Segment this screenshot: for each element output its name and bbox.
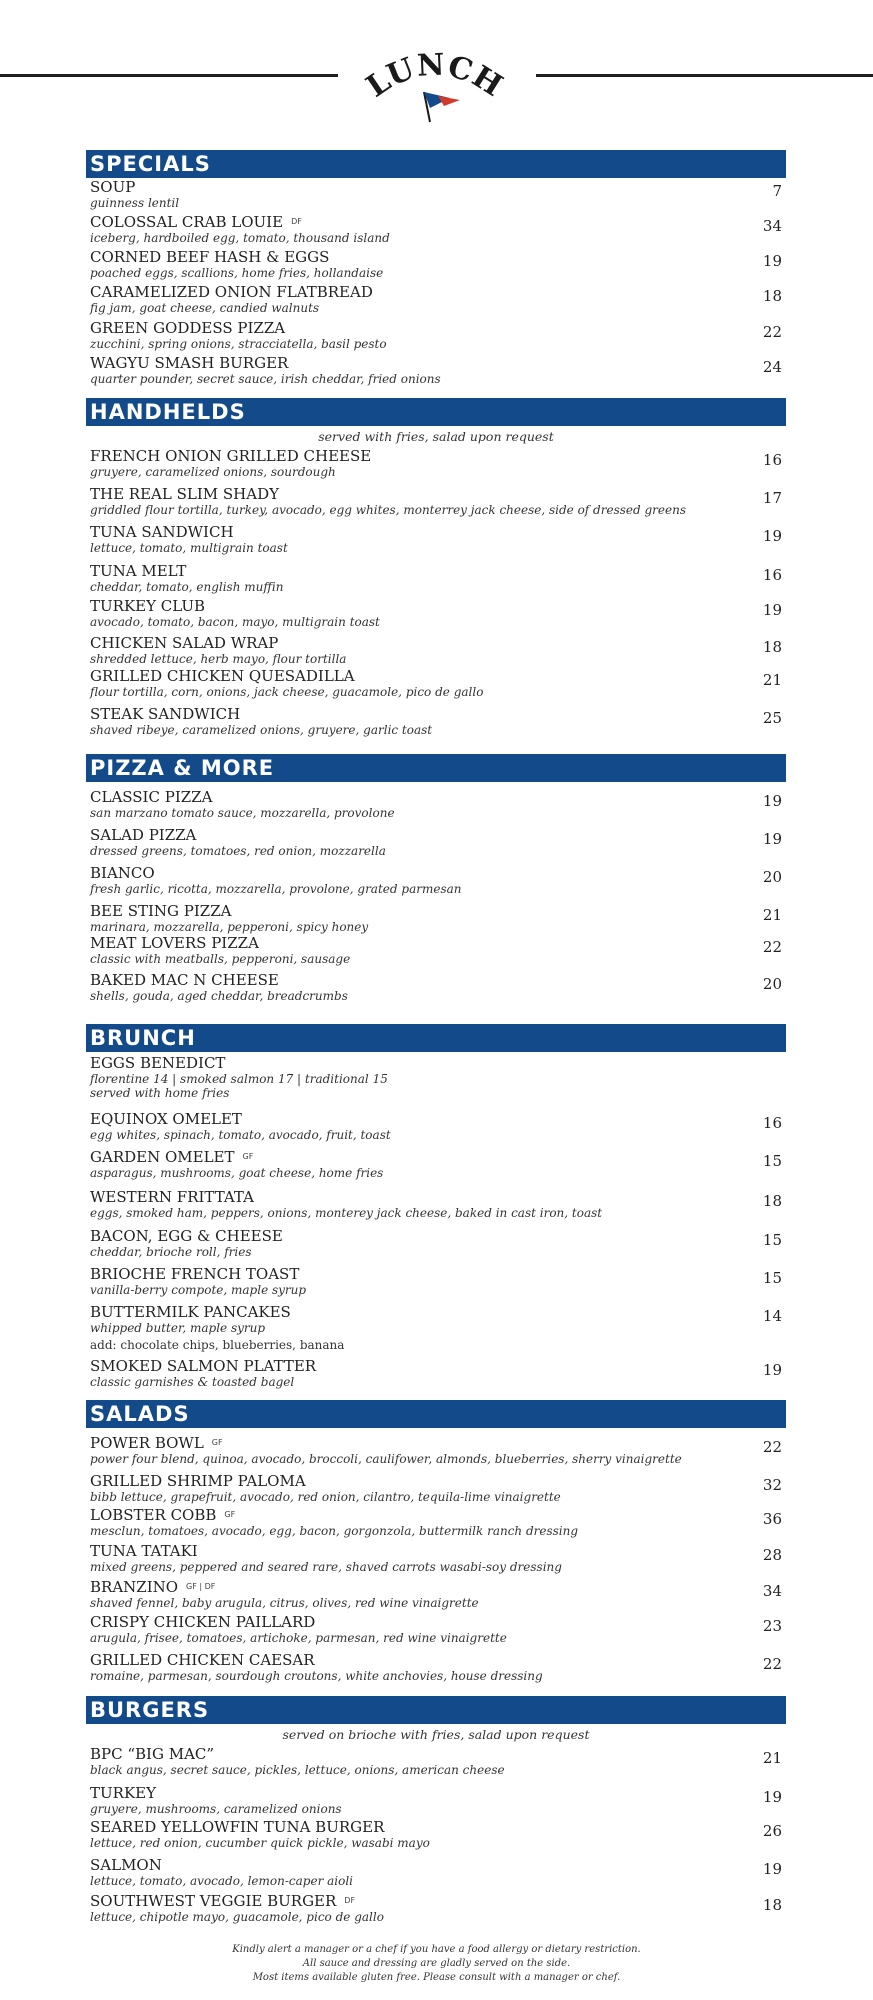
menu-item bbox=[86, 1856, 786, 1892]
menu-item bbox=[86, 1054, 786, 1110]
item-name: BEE STING PIZZA bbox=[90, 902, 232, 920]
section-title-brunch: BRUNCH bbox=[86, 1024, 786, 1052]
menu-item bbox=[86, 1357, 786, 1391]
menu-item bbox=[86, 1110, 786, 1148]
item-description: mixed greens, peppered and seared rare, shaved carrots wasabi-soy dressing bbox=[90, 1560, 562, 1574]
item-description: arugula, frisee, tomatoes, artichoke, parmesan, red wine vinaigrette bbox=[90, 1631, 507, 1645]
item-name: WESTERN FRITTATA bbox=[90, 1188, 254, 1206]
item-name: GARDEN OMELET bbox=[90, 1148, 235, 1166]
item-name-row bbox=[90, 248, 782, 266]
lunch-logo bbox=[360, 50, 510, 125]
item-name: CLASSIC PIZZA bbox=[90, 788, 213, 806]
price: 15 bbox=[762, 1231, 782, 1249]
item-name-row bbox=[90, 485, 782, 503]
price: 18 bbox=[762, 287, 782, 305]
item-name: EQUINOX OMELET bbox=[90, 1110, 242, 1128]
item-description: shaved ribeye, caramelized onions, gruyere, garlic toast bbox=[90, 723, 433, 737]
item-name: LOBSTER COBB bbox=[90, 1506, 217, 1524]
item-name-row bbox=[90, 213, 782, 231]
price: 23 bbox=[762, 1617, 782, 1635]
item-name: BPC “BIG MAC” bbox=[90, 1745, 215, 1763]
item-name: TURKEY CLUB bbox=[90, 597, 206, 615]
item-name-row bbox=[90, 1357, 782, 1375]
item-name-row bbox=[90, 1613, 782, 1631]
item-description: marinara, mozzarella, pepperoni, spicy honey bbox=[90, 920, 369, 934]
item-description: black angus, secret sauce, pickles, lettuce, onions, american cheese bbox=[90, 1763, 505, 1777]
section-title-handhelds: HANDHELDS bbox=[86, 398, 786, 426]
section-title-burgers: BURGERS bbox=[86, 1696, 786, 1724]
menu-item bbox=[86, 354, 786, 389]
item-name-row bbox=[90, 902, 782, 920]
item-description: iceberg, hardboiled egg, tomato, thousand island bbox=[90, 231, 390, 245]
menu-item bbox=[86, 1303, 786, 1357]
item-description: florentine 14 | smoked salmon 17 | traditional 15 bbox=[90, 1072, 388, 1086]
price: 20 bbox=[762, 975, 782, 993]
footer-line: Kindly alert a manager or a chef if you have a food allergy or dietary restriction. bbox=[232, 1944, 641, 1955]
specials-list bbox=[86, 178, 786, 389]
item-description: shaved fennel, baby arugula, citrus, olives, red wine vinaigrette bbox=[90, 1596, 479, 1610]
menu-item bbox=[86, 1188, 786, 1227]
price: 16 bbox=[762, 1114, 782, 1132]
item-description: griddled flour tortilla, turkey, avocado, egg whites, monterrey jack cheese, side of dressed greens bbox=[90, 503, 686, 517]
item-description: gruyere, mushrooms, caramelized onions bbox=[90, 1802, 342, 1816]
item-description: cheddar, brioche roll, fries bbox=[90, 1245, 252, 1259]
price: 16 bbox=[762, 566, 782, 584]
menu-item bbox=[86, 634, 786, 667]
menu-item bbox=[86, 1148, 786, 1188]
dietary-tag: DF bbox=[344, 1896, 356, 1905]
item-name: BAKED MAC N CHEESE bbox=[90, 971, 279, 989]
item-description: quarter pounder, secret sauce, irish cheddar, fried onions bbox=[90, 372, 441, 386]
section-pizza bbox=[86, 754, 786, 1007]
price: 24 bbox=[762, 358, 782, 376]
section-title-pizza: PIZZA & MORE bbox=[86, 754, 786, 782]
section-salads bbox=[86, 1400, 786, 1685]
header-rule-right bbox=[536, 74, 873, 77]
item-name: THE REAL SLIM SHADY bbox=[90, 485, 280, 503]
item-description: poached eggs, scallions, home fries, hollandaise bbox=[90, 266, 384, 280]
price: 20 bbox=[762, 868, 782, 886]
menu-item bbox=[86, 1613, 786, 1651]
price: 21 bbox=[762, 671, 782, 689]
item-description: mesclun, tomatoes, avocado, egg, bacon, gorgonzola, buttermilk ranch dressing bbox=[90, 1524, 579, 1538]
item-description: zucchini, spring onions, stracciatella, basil pesto bbox=[90, 337, 387, 351]
item-description: power four blend, quinoa, avocado, broccoli, caulifower, almonds, blueberries, sherry vinaigrette bbox=[90, 1452, 682, 1466]
item-name: GRILLED CHICKEN CAESAR bbox=[90, 1651, 315, 1669]
footer-line: Most items available gluten free. Please consult with a manager or chef. bbox=[252, 1972, 621, 1983]
menu-item bbox=[86, 213, 786, 248]
item-name-row bbox=[90, 934, 782, 952]
item-description: dressed greens, tomatoes, red onion, mozzarella bbox=[90, 844, 386, 858]
item-name-row bbox=[90, 1892, 782, 1910]
item-name: POWER BOWL bbox=[90, 1434, 204, 1452]
price: 21 bbox=[762, 1749, 782, 1767]
section-note: served on brioche with fries, salad upon request bbox=[282, 1727, 590, 1742]
price: 22 bbox=[762, 1438, 782, 1456]
item-name: GREEN GODDESS PIZZA bbox=[90, 319, 286, 337]
price: 19 bbox=[762, 792, 782, 810]
item-description: egg whites, spinach, tomato, avocado, fruit, toast bbox=[90, 1128, 391, 1142]
menu-header bbox=[0, 0, 873, 130]
price: 36 bbox=[762, 1510, 782, 1528]
item-description: cheddar, tomato, english muffin bbox=[90, 580, 284, 594]
item-name-row bbox=[90, 1303, 782, 1321]
item-name: GRILLED SHRIMP PALOMA bbox=[90, 1472, 306, 1490]
item-name-row bbox=[90, 1542, 782, 1560]
item-name-row bbox=[90, 1745, 782, 1763]
item-name-row bbox=[90, 597, 782, 615]
price: 32 bbox=[762, 1476, 782, 1494]
item-description: avocado, tomato, bacon, mayo, multigrain toast bbox=[90, 615, 380, 629]
price: 14 bbox=[762, 1307, 782, 1325]
price: 19 bbox=[762, 830, 782, 848]
item-name: BRANZINO bbox=[90, 1578, 179, 1596]
footer-line: All sauce and dressing are gladly served on the side. bbox=[302, 1958, 571, 1969]
menu-item bbox=[86, 1265, 786, 1303]
item-name-row bbox=[90, 1265, 782, 1283]
item-description: classic with meatballs, pepperoni, sausage bbox=[90, 952, 351, 966]
price: 34 bbox=[762, 1582, 782, 1600]
price: 19 bbox=[762, 252, 782, 270]
menu-item bbox=[86, 1651, 786, 1685]
item-description: vanilla-berry compote, maple syrup bbox=[90, 1283, 307, 1297]
menu-item bbox=[86, 178, 786, 213]
price: 28 bbox=[762, 1546, 782, 1564]
menu-item bbox=[86, 667, 786, 705]
price: 22 bbox=[762, 323, 782, 341]
item-description: shells, gouda, aged cheddar, breadcrumbs bbox=[90, 989, 348, 1003]
menu-item bbox=[86, 523, 786, 562]
item-name: TUNA MELT bbox=[90, 562, 187, 580]
item-description: guinness lentil bbox=[90, 196, 180, 210]
item-description: lettuce, red onion, cucumber quick pickle, wasabi mayo bbox=[90, 1836, 430, 1850]
item-description: whipped butter, maple syrup bbox=[90, 1321, 266, 1335]
item-description: classic garnishes & toasted bagel bbox=[90, 1375, 295, 1389]
price: 19 bbox=[762, 527, 782, 545]
item-name: CHICKEN SALAD WRAP bbox=[90, 634, 279, 652]
menu-item bbox=[86, 248, 786, 283]
item-name: SEARED YELLOWFIN TUNA BURGER bbox=[90, 1818, 385, 1836]
item-description: asparagus, mushrooms, goat cheese, home fries bbox=[90, 1166, 384, 1180]
menu-item bbox=[86, 447, 786, 485]
price: 19 bbox=[762, 1860, 782, 1878]
price: 7 bbox=[772, 182, 782, 200]
menu-item bbox=[86, 1892, 786, 1928]
item-name-row bbox=[90, 1110, 782, 1128]
price: 19 bbox=[762, 1361, 782, 1379]
item-description: served with home fries bbox=[90, 1086, 230, 1100]
price: 17 bbox=[762, 489, 782, 507]
item-name: TURKEY bbox=[90, 1784, 156, 1802]
item-name: CRISPY CHICKEN PAILLARD bbox=[90, 1613, 316, 1631]
salads-list bbox=[86, 1434, 786, 1685]
price: 21 bbox=[762, 906, 782, 924]
price: 34 bbox=[762, 217, 782, 235]
item-description: shredded lettuce, herb mayo, flour tortilla bbox=[90, 652, 347, 666]
section-title-salads: SALADS bbox=[86, 1400, 786, 1428]
menu-item bbox=[86, 1227, 786, 1265]
item-name-row bbox=[90, 447, 782, 465]
dietary-tag: GF | DF bbox=[186, 1582, 216, 1591]
item-name: CARAMELIZED ONION FLATBREAD bbox=[90, 283, 373, 301]
menu-item bbox=[86, 1745, 786, 1784]
item-name-row bbox=[90, 1472, 782, 1490]
item-name: SOUTHWEST VEGGIE BURGER bbox=[90, 1892, 337, 1910]
price: 22 bbox=[762, 1655, 782, 1673]
menu-item bbox=[86, 1434, 786, 1472]
section-burgers bbox=[86, 1696, 786, 1928]
item-name: FRENCH ONION GRILLED CHEESE bbox=[90, 447, 372, 465]
item-name: WAGYU SMASH BURGER bbox=[90, 354, 289, 372]
item-name-row bbox=[90, 1578, 782, 1596]
price: 18 bbox=[762, 1896, 782, 1914]
menu-item bbox=[86, 864, 786, 902]
menu-item bbox=[86, 485, 786, 523]
menu-item bbox=[86, 1818, 786, 1856]
menu-item bbox=[86, 1578, 786, 1613]
menu-item bbox=[86, 705, 786, 741]
item-name-row bbox=[90, 1818, 782, 1836]
item-name-row bbox=[90, 1856, 782, 1874]
item-description: fig jam, goat cheese, candied walnuts bbox=[90, 301, 320, 315]
item-name: CORNED BEEF HASH & EGGS bbox=[90, 248, 330, 266]
price: 19 bbox=[762, 601, 782, 619]
menu-item bbox=[86, 788, 786, 826]
menu-item bbox=[86, 597, 786, 634]
item-description: romaine, parmesan, sourdough croutons, white anchovies, house dressing bbox=[90, 1669, 543, 1683]
section-specials bbox=[86, 150, 786, 389]
item-description: lettuce, tomato, multigrain toast bbox=[90, 541, 288, 555]
item-name: STEAK SANDWICH bbox=[90, 705, 241, 723]
item-name: TUNA SANDWICH bbox=[90, 523, 234, 541]
item-name-row bbox=[90, 826, 782, 844]
allergy-footer bbox=[0, 1943, 873, 1985]
item-name: SOUP bbox=[90, 178, 136, 196]
dietary-tag: GF bbox=[242, 1152, 254, 1161]
item-name-row bbox=[90, 1148, 782, 1166]
item-addons: add: chocolate chips, blueberries, banana bbox=[90, 1338, 345, 1352]
item-name-row bbox=[90, 864, 782, 882]
item-name-row bbox=[90, 1506, 782, 1524]
item-name-row bbox=[90, 562, 782, 580]
price: 19 bbox=[762, 1788, 782, 1806]
dietary-tag: GF bbox=[211, 1438, 223, 1447]
price: 25 bbox=[762, 709, 782, 727]
item-description: bibb lettuce, grapefruit, avocado, red onion, cilantro, tequila-lime vinaigrette bbox=[90, 1490, 561, 1504]
price: 16 bbox=[762, 451, 782, 469]
item-name-row bbox=[90, 178, 782, 196]
item-name: COLOSSAL CRAB LOUIE bbox=[90, 213, 284, 231]
section-brunch bbox=[86, 1024, 786, 1391]
flag-icon bbox=[424, 92, 460, 122]
item-name-row bbox=[90, 634, 782, 652]
menu-item bbox=[86, 1542, 786, 1578]
section-title-specials: SPECIALS bbox=[86, 150, 786, 178]
header-rule-left bbox=[0, 74, 338, 77]
menu-item bbox=[86, 934, 786, 971]
brunch-list bbox=[86, 1054, 786, 1391]
item-name: BIANCO bbox=[90, 864, 155, 882]
item-name-row bbox=[90, 1651, 782, 1669]
menu-item bbox=[86, 562, 786, 597]
item-name: TUNA TATAKI bbox=[90, 1542, 198, 1560]
item-name-row bbox=[90, 1434, 782, 1452]
menu-item bbox=[86, 1506, 786, 1542]
item-name-row bbox=[90, 667, 782, 685]
item-description: gruyere, caramelized onions, sourdough bbox=[90, 465, 336, 479]
item-name-row bbox=[90, 283, 782, 301]
menu-item bbox=[86, 971, 786, 1007]
menu-item bbox=[86, 283, 786, 319]
item-name-row bbox=[90, 705, 782, 723]
item-name: MEAT LOVERS PIZZA bbox=[90, 934, 259, 952]
item-description: lettuce, chipotle mayo, guacamole, pico de gallo bbox=[90, 1910, 384, 1924]
item-name-row bbox=[90, 354, 782, 372]
price: 22 bbox=[762, 938, 782, 956]
menu-item bbox=[86, 826, 786, 864]
item-name-row bbox=[90, 1784, 782, 1802]
dietary-tag: GF bbox=[224, 1510, 236, 1519]
item-description: flour tortilla, corn, onions, jack cheese, guacamole, pico de gallo bbox=[90, 685, 484, 699]
item-name-row bbox=[90, 319, 782, 337]
menu-item bbox=[86, 319, 786, 354]
item-name: GRILLED CHICKEN QUESADILLA bbox=[90, 667, 355, 685]
price: 18 bbox=[762, 638, 782, 656]
price: 18 bbox=[762, 1192, 782, 1210]
lunch-title: LUNCH bbox=[360, 50, 510, 105]
item-description: san marzano tomato sauce, mozzarella, provolone bbox=[90, 806, 395, 820]
item-name: EGGS BENEDICT bbox=[90, 1054, 226, 1072]
item-name: BACON, EGG & CHEESE bbox=[90, 1227, 283, 1245]
handhelds-list bbox=[86, 447, 786, 741]
menu-item bbox=[86, 1472, 786, 1506]
price: 15 bbox=[762, 1269, 782, 1287]
price: 15 bbox=[762, 1152, 782, 1170]
item-name: SMOKED SALMON PLATTER bbox=[90, 1357, 317, 1375]
item-name-row bbox=[90, 1227, 782, 1245]
item-name-row bbox=[90, 523, 782, 541]
item-name: SALAD PIZZA bbox=[90, 826, 197, 844]
section-handhelds bbox=[86, 398, 786, 741]
item-name: BRIOCHE FRENCH TOAST bbox=[90, 1265, 300, 1283]
pizza-list bbox=[86, 788, 786, 1007]
dietary-tag: DF bbox=[291, 217, 302, 226]
item-name-row bbox=[90, 1054, 782, 1072]
item-description: lettuce, tomato, avocado, lemon-caper aioli bbox=[90, 1874, 354, 1888]
menu-item bbox=[86, 1784, 786, 1818]
item-description: eggs, smoked ham, peppers, onions, monterey jack cheese, baked in cast iron, toast bbox=[90, 1206, 603, 1220]
menu-item bbox=[86, 902, 786, 934]
item-name-row bbox=[90, 788, 782, 806]
item-name: BUTTERMILK PANCAKES bbox=[90, 1303, 291, 1321]
item-description: fresh garlic, ricotta, mozzarella, provolone, grated parmesan bbox=[90, 882, 462, 896]
price: 26 bbox=[762, 1822, 782, 1840]
item-name: SALMON bbox=[90, 1856, 162, 1874]
burgers-list bbox=[86, 1745, 786, 1928]
section-note: served with fries, salad upon request bbox=[318, 429, 554, 444]
item-name-row bbox=[90, 971, 782, 989]
item-name-row bbox=[90, 1188, 782, 1206]
